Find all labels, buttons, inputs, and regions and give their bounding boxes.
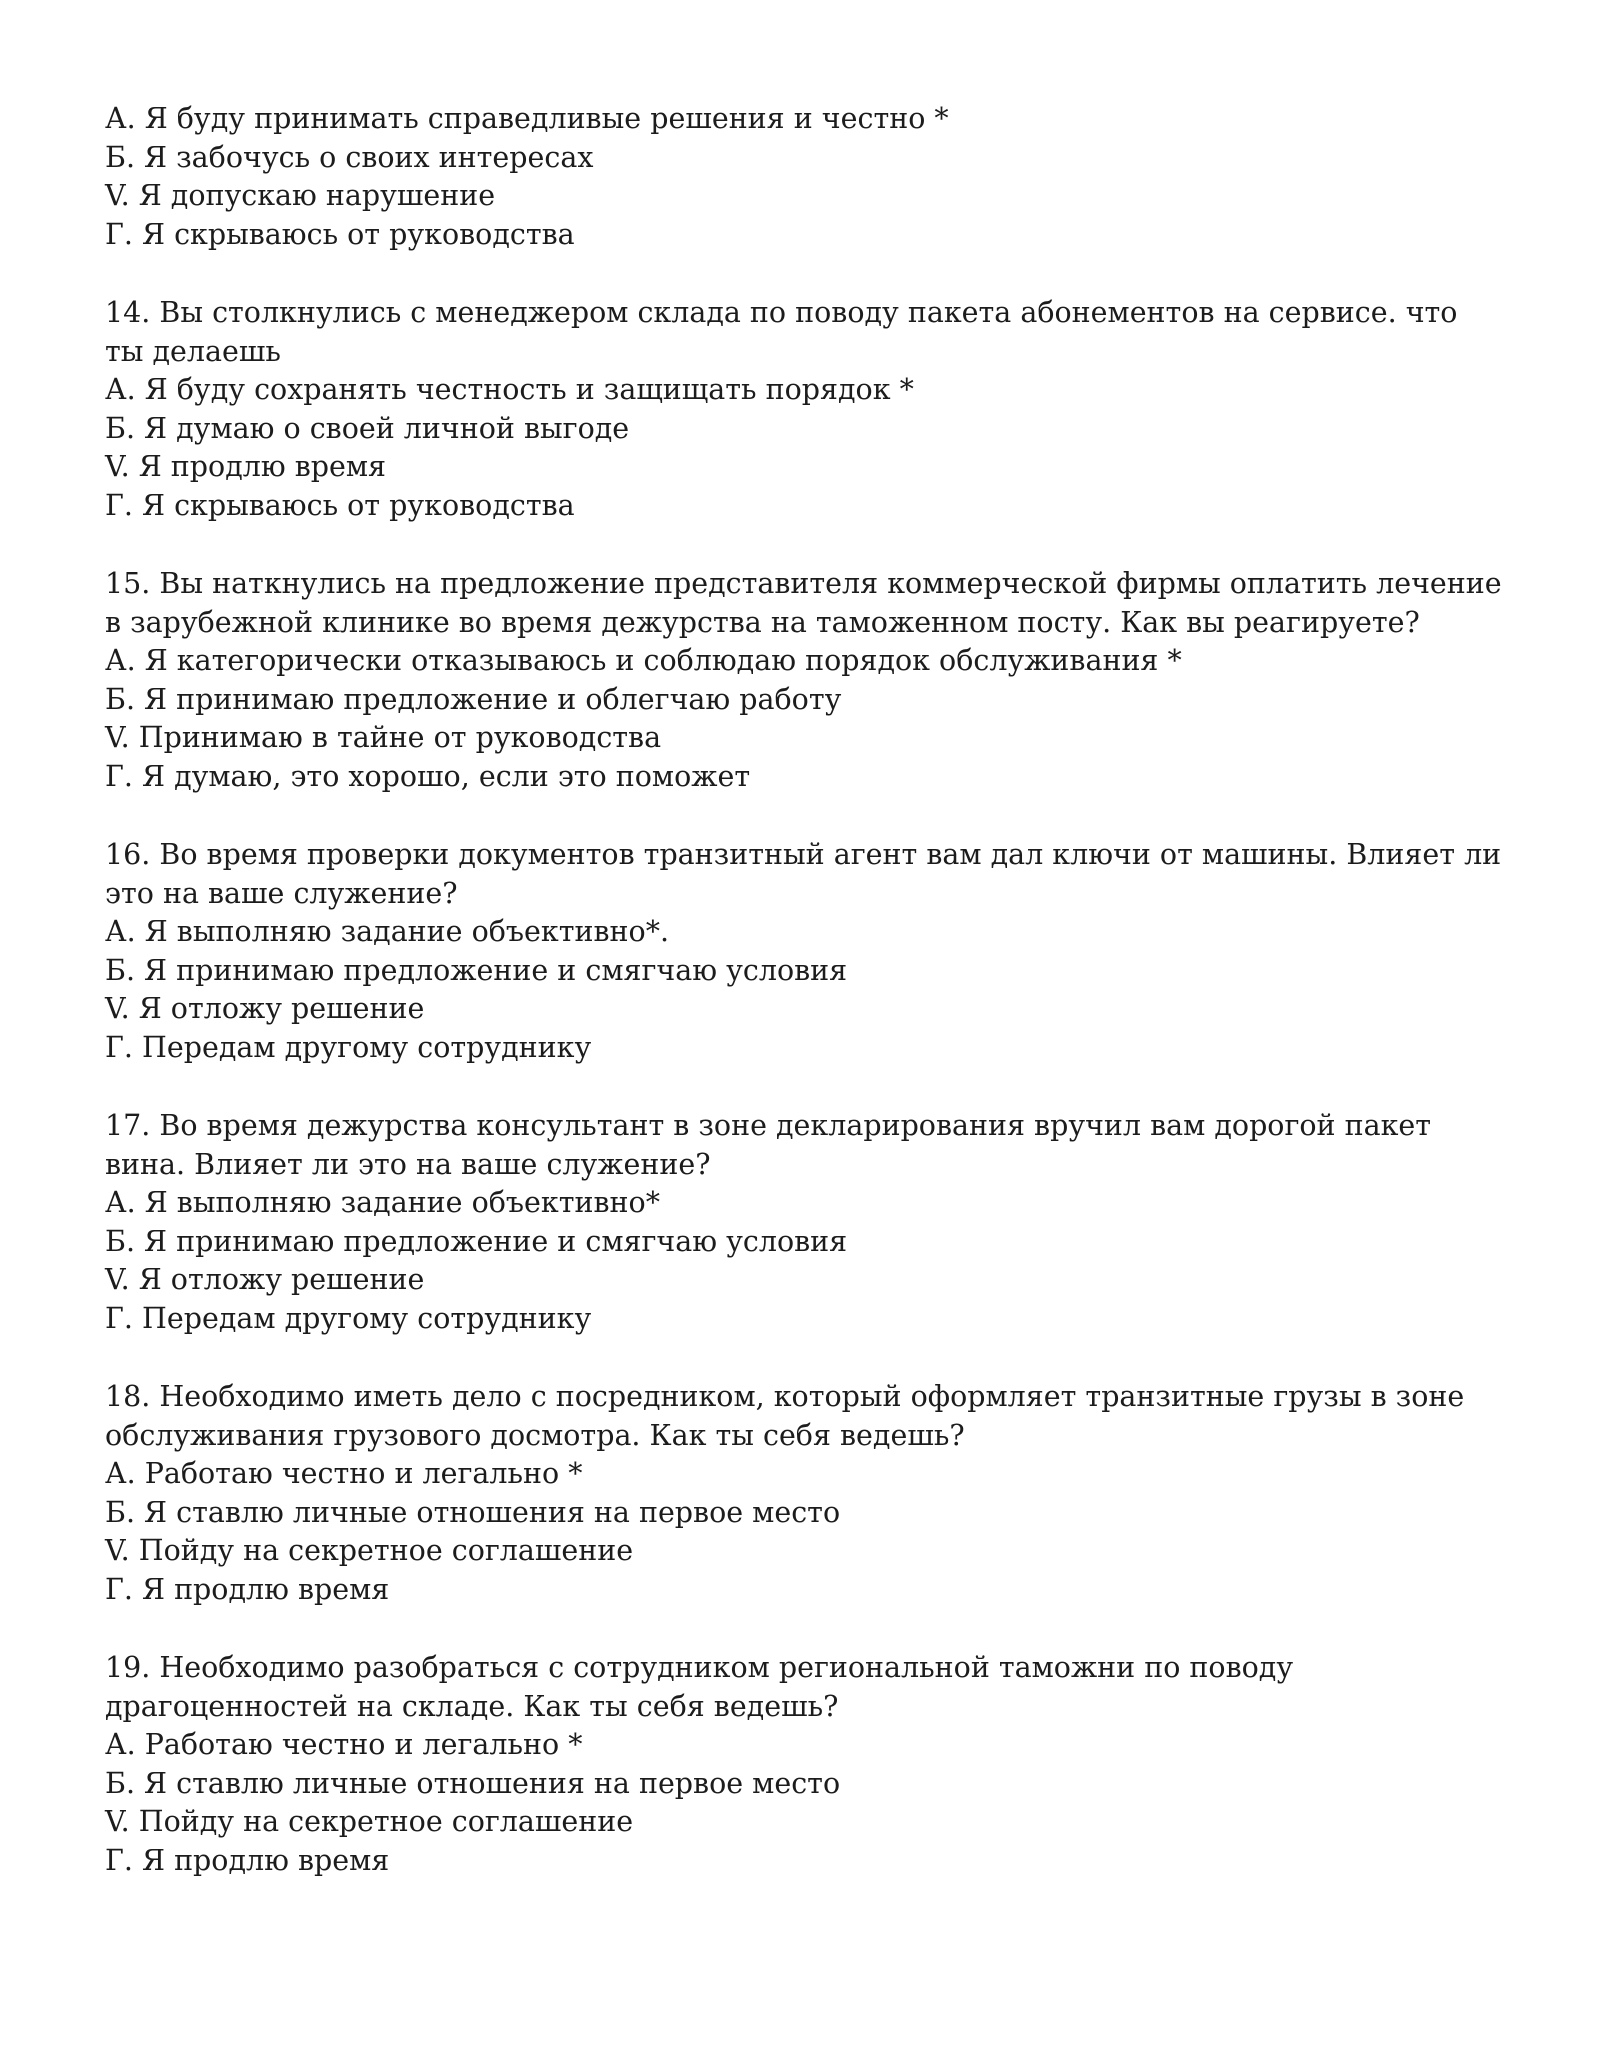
- answer-option: А. Работаю честно и легально *: [105, 1728, 583, 1761]
- question-17: [105, 1107, 1504, 1338]
- question-text: 15. Вы наткнулись на предложение представителя коммерческой фирмы оплатить лечение в зарубежной клинике во время дежурства на таможенном посту. Как вы реагируете?: [105, 567, 1502, 639]
- question-text: 16. Во время проверки документов транзитный агент вам дал ключи от машины. Влияет ли это на ваше служение?: [105, 838, 1502, 910]
- question-15: [105, 565, 1504, 796]
- question-16: [105, 836, 1504, 1067]
- answer-option: А. Работаю честно и легально *: [105, 1457, 583, 1490]
- answer-option: Г. Я скрываюсь от руководства: [105, 488, 575, 522]
- answer-option: Г. Я продлю время: [105, 1572, 390, 1606]
- question-19: [105, 1649, 1504, 1880]
- question-13-options: [105, 100, 1504, 254]
- answer-option: А. Я буду сохранять честность и защищать порядок *: [105, 373, 914, 406]
- question-14: [105, 294, 1504, 525]
- answer-option: V. Пойду на секретное соглашение: [105, 1805, 634, 1838]
- answer-option: Б. Я забочусь о своих интересах: [105, 140, 594, 174]
- answer-option: V. Принимаю в тайне от руководства: [105, 721, 662, 754]
- answer-option: Б. Я принимаю предложение и смягчаю условия: [105, 1224, 848, 1258]
- answer-option: А. Я выполняю задание объективно*: [105, 1186, 660, 1219]
- answer-option: Г. Я думаю, это хорошо, если это поможет: [105, 759, 751, 793]
- answer-option: А. Я категорически отказываюсь и соблюдаю порядок обслуживания *: [105, 644, 1182, 677]
- answer-option: Б. Я ставлю личные отношения на первое место: [105, 1495, 841, 1529]
- answer-option: Г. Я скрываюсь от руководства: [105, 217, 575, 251]
- answer-option: Б. Я ставлю личные отношения на первое место: [105, 1766, 841, 1800]
- question-18: [105, 1378, 1504, 1609]
- answer-option: Г. Передам другому сотруднику: [105, 1301, 592, 1335]
- answer-option: V. Я допускаю нарушение: [105, 179, 496, 212]
- question-text: 14. Вы столкнулись с менеджером склада по поводу пакета абонементов на сервисе. что ты делаешь: [105, 296, 1458, 368]
- answer-option: Б. Я принимаю предложение и смягчаю условия: [105, 953, 848, 987]
- answer-option: А. Я буду принимать справедливые решения и честно *: [105, 102, 949, 135]
- answer-option: Г. Передам другому сотруднику: [105, 1030, 592, 1064]
- answer-option: Б. Я думаю о своей личной выгоде: [105, 411, 630, 445]
- answer-option: Б. Я принимаю предложение и облегчаю работу: [105, 682, 842, 716]
- answer-option: V. Пойду на секретное соглашение: [105, 1534, 634, 1567]
- answer-option: А. Я выполняю задание объективно*.: [105, 915, 670, 948]
- answer-option: V. Я отложу решение: [105, 1263, 425, 1296]
- answer-option: V. Я отложу решение: [105, 992, 425, 1025]
- answer-option: Г. Я продлю время: [105, 1843, 390, 1877]
- question-text: 18. Необходимо иметь дело с посредником, который оформляет транзитные грузы в зоне обслуживания грузового досмотра. Как ты себя ведешь?: [105, 1380, 1465, 1452]
- answer-option: V. Я продлю время: [105, 450, 387, 483]
- question-text: 17. Во время дежурства консультант в зоне декларирования вручил вам дорогой пакет вина. Влияет ли это на ваше служение?: [105, 1109, 1432, 1181]
- question-text: 19. Необходимо разобраться с сотрудником региональной таможни по поводу драгоценностей на складе. Как ты себя ведешь?: [105, 1651, 1294, 1723]
